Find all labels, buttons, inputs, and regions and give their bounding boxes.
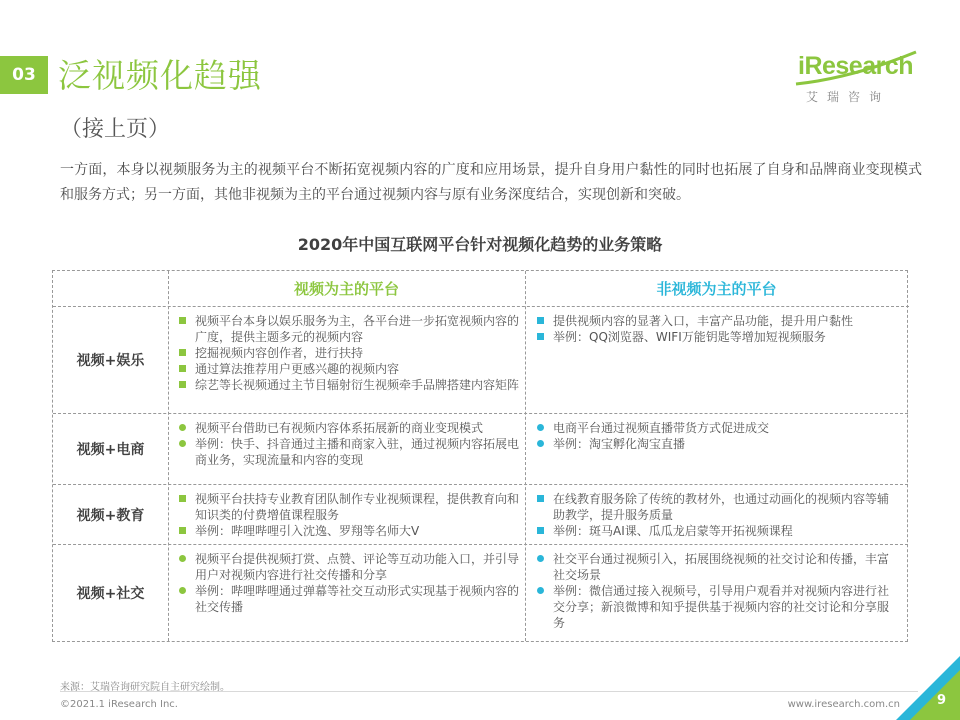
square-bullet-icon <box>179 381 186 388</box>
footer-divider <box>60 691 918 692</box>
bullet-item <box>177 436 522 468</box>
bullet-item <box>177 420 522 436</box>
strategy-table <box>52 270 908 642</box>
video-platform-cell <box>177 491 522 539</box>
bullet-item <box>535 551 899 583</box>
circle-bullet-icon <box>537 424 544 431</box>
bullet-item <box>177 523 522 539</box>
bullet-item <box>535 436 899 452</box>
bullet-text: 举例：斑马AI课、瓜瓜龙启蒙等开拓视频课程 <box>553 524 793 538</box>
row-label: 视频+电商 <box>76 442 145 458</box>
bullet-text: 举例：哔哩哔哩引入沈逸、罗翔等名师大V <box>195 524 420 538</box>
bullet-text: 举例：微信通过接入视频号，引导用户观看并对视频内容进行社交分享；新浪微博和知乎提供基于视频内容的社交讨论和分享服务 <box>553 584 890 630</box>
video-platform-cell <box>177 420 522 468</box>
bullet-text: 举例：快手、抖音通过主播和商家入驻，通过视频内容拓展电商业务，实现流量和内容的变现 <box>195 437 520 467</box>
bullet-item <box>535 329 899 345</box>
table-row <box>53 545 908 641</box>
table-row <box>53 485 908 545</box>
circle-bullet-icon <box>179 587 186 594</box>
page-number: 9 <box>936 693 946 708</box>
bullet-text: 举例：淘宝孵化淘宝直播 <box>553 437 686 451</box>
circle-bullet-icon <box>537 440 544 447</box>
bullet-text: 视频平台借助已有视频内容体系拓展新的商业变现模式 <box>195 421 484 435</box>
page-title: 泛视频化趋强 <box>58 56 262 95</box>
bullet-item <box>177 377 522 393</box>
circle-bullet-icon <box>537 587 544 594</box>
row-label: 视频+社交 <box>76 586 145 602</box>
bullet-item <box>535 583 899 631</box>
square-bullet-icon <box>537 333 544 340</box>
bullet-item <box>177 345 522 361</box>
bullet-text: 在线教育服务除了传统的教材外，也通过动画化的视频内容等辅助教学，提升服务质量 <box>553 492 890 522</box>
square-bullet-icon <box>537 495 544 502</box>
non-video-platform-cell <box>535 313 899 345</box>
bullet-item <box>177 491 522 523</box>
table-title: 2020年中国互联网平台针对视频化趋势的业务策略 <box>297 235 663 254</box>
website-url: www.iresearch.com.cn <box>787 699 900 710</box>
non-video-platform-cell <box>535 491 899 539</box>
section-number-badge: 03 <box>0 56 48 94</box>
bullet-item <box>535 420 899 436</box>
header-video-platforms: 视频为主的平台 <box>293 280 399 298</box>
intro-paragraph: 一方面，本身以视频服务为主的视频平台不断拓宽视频内容的广度和应用场景，提升自身用户黏性的同时也拓展了自身和品牌商业变现模式和服务方式；另一方面，其他非视频为主的平台通过视频内容与原有业务深度结合，实现创新和突破。 <box>60 162 922 203</box>
square-bullet-icon <box>179 365 186 372</box>
bullet-item <box>535 523 899 539</box>
bullet-text: 综艺等长视频通过主节目辐射衍生视频牵手品牌搭建内容矩阵 <box>195 378 520 392</box>
square-bullet-icon <box>179 495 186 502</box>
square-bullet-icon <box>537 317 544 324</box>
bullet-text: 提供视频内容的显著入口，丰富产品功能，提升用户黏性 <box>553 314 854 328</box>
header-non-video-platforms: 非视频为主的平台 <box>656 280 777 298</box>
non-video-platform-cell <box>535 420 899 452</box>
page-subtitle: （接上页） <box>60 117 171 142</box>
bullet-text: 举例：哔哩哔哩通过弹幕等社交互动形式实现基于视频内容的社交传播 <box>195 584 520 614</box>
copyright: ©2021.1 iResearch Inc. <box>60 699 178 710</box>
video-platform-cell <box>177 313 522 393</box>
iresearch-logo <box>792 48 922 110</box>
bullet-text: 通过算法推荐用户更感兴趣的视频内容 <box>195 362 400 376</box>
logo-brand-text: iResearch <box>798 52 914 80</box>
bullet-item <box>535 491 899 523</box>
row-label: 视频+教育 <box>76 507 145 524</box>
source-note: 来源：艾瑞咨询研究院自主研究绘制。 <box>60 682 230 693</box>
non-video-platform-cell <box>535 551 899 631</box>
square-bullet-icon <box>179 527 186 534</box>
table-row <box>53 307 908 414</box>
corner-decoration-icon <box>896 656 960 720</box>
bullet-text: 视频平台扶持专业教育团队制作专业视频课程，提供教育向和知识类的付费增值课程服务 <box>195 492 520 522</box>
square-bullet-icon <box>179 317 186 324</box>
bullet-text: 电商平台通过视频直播带货方式促进成交 <box>553 421 770 435</box>
circle-bullet-icon <box>179 424 186 431</box>
circle-bullet-icon <box>537 555 544 562</box>
bullet-text: 视频平台本身以娱乐服务为主，各平台进一步拓宽视频内容的广度，提供主题多元的视频内容 <box>195 314 520 344</box>
bullet-item <box>177 361 522 377</box>
square-bullet-icon <box>537 527 544 534</box>
bullet-text: 挖掘视频内容创作者，进行扶持 <box>195 346 364 360</box>
bullet-text: 举例：QQ浏览器、WIFI万能钥匙等增加短视频服务 <box>553 330 826 344</box>
row-label: 视频+娱乐 <box>76 353 145 369</box>
circle-bullet-icon <box>179 555 186 562</box>
table-row <box>53 414 908 485</box>
table-header-row <box>53 271 909 307</box>
bullet-item <box>535 313 899 329</box>
bullet-item <box>177 313 522 345</box>
logo-chinese-text: 艾瑞咨询 <box>806 90 891 104</box>
bullet-item <box>177 551 522 583</box>
square-bullet-icon <box>179 349 186 356</box>
bullet-item <box>177 583 522 615</box>
bullet-text: 社交平台通过视频引入，拓展围绕视频的社交讨论和传播，丰富社交场景 <box>553 552 890 582</box>
video-platform-cell <box>177 551 522 615</box>
circle-bullet-icon <box>179 440 186 447</box>
bullet-text: 视频平台提供视频打赏、点赞、评论等互动功能入口，并引导用户对视频内容进行社交传播和分享 <box>195 552 520 582</box>
